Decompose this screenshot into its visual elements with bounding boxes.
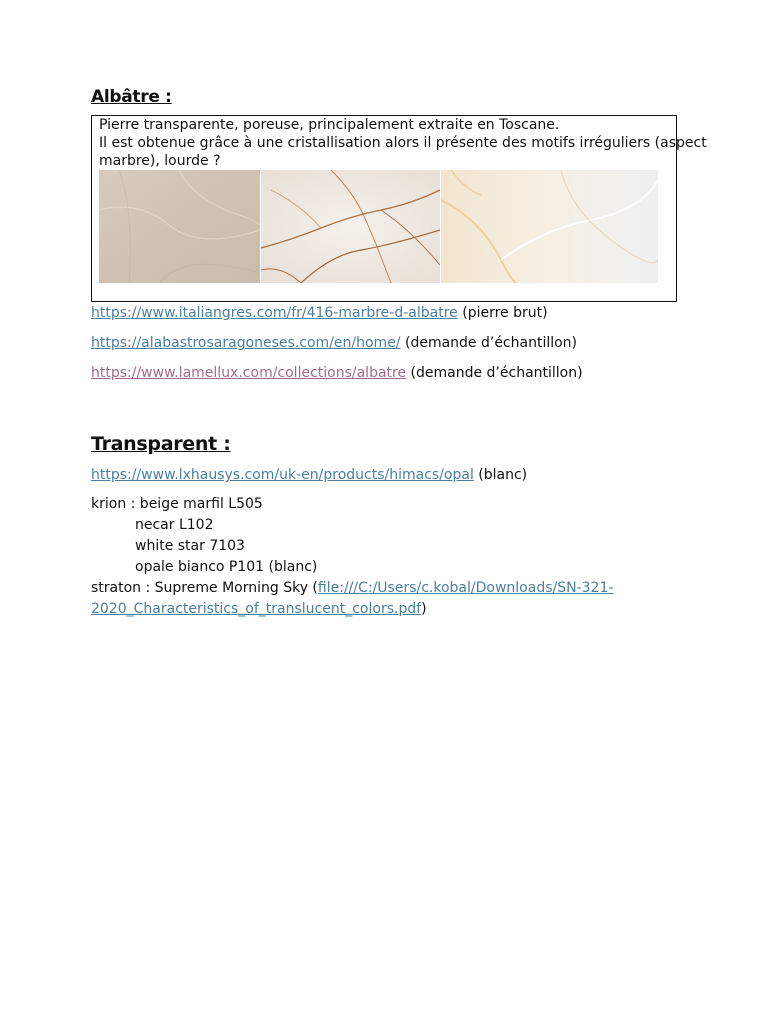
description-line-3: marbre), lourde ? <box>99 153 221 169</box>
straton-suffix: ) <box>421 601 427 617</box>
marble-image-row <box>99 170 658 283</box>
link-lxhausys[interactable]: https://www.lxhausys.com/uk-en/products/himacs/opal <box>91 467 474 483</box>
link-note: (demande d’échantillon) <box>400 335 578 351</box>
description-line-1: Pierre transparente, poreuse, principalement extraite en Toscane. <box>99 117 560 133</box>
albatre-description-box <box>91 115 707 302</box>
link-line-alabastros <box>91 334 681 352</box>
description-line-2: Il est obtenue grâce à une cristallisation alors il présente des motifs irréguliers (aspect <box>99 135 707 151</box>
straton-line-2 <box>91 599 681 620</box>
krion-line: krion : beige marfil L505 <box>91 496 263 512</box>
albatre-description <box>92 116 707 170</box>
krion-item: necar L102 <box>135 517 214 533</box>
straton-prefix: straton : Supreme Morning Sky ( <box>91 580 318 596</box>
straton-file-link-1[interactable]: file:///C:/Users/c.kobal/Downloads/SN-321- <box>317 580 614 596</box>
section-title-albatre: Albâtre : <box>91 87 172 107</box>
krion-item: white star 7103 <box>135 538 245 554</box>
link-note: (blanc) <box>473 467 528 483</box>
marble-image-veined <box>261 170 440 283</box>
link-alabastros[interactable]: https://alabastrosaragoneses.com/en/home/ <box>91 335 401 351</box>
link-line-lamellux <box>91 364 681 382</box>
link-line-italiangres <box>91 304 681 322</box>
link-note: (demande d’échantillon) <box>406 365 583 381</box>
document-content <box>91 86 707 620</box>
link-note: (pierre brut) <box>457 305 548 321</box>
marble-image-beige <box>99 170 260 283</box>
materials-list <box>91 494 681 620</box>
krion-item: opale bianco P101 (blanc) <box>135 559 318 575</box>
section-title-transparent: Transparent : <box>91 433 231 455</box>
link-italiangres[interactable]: https://www.italiangres.com/fr/416-marbre-d-albatre <box>91 305 458 321</box>
straton-file-link-2[interactable]: 2020_Characteristics_of_translucent_colors.pdf <box>91 601 422 617</box>
straton-line <box>91 578 681 599</box>
marble-image-cream <box>441 170 658 283</box>
link-lamellux[interactable]: https://www.lamellux.com/collections/albatre <box>91 365 407 381</box>
link-line-lxhausys <box>91 466 681 484</box>
